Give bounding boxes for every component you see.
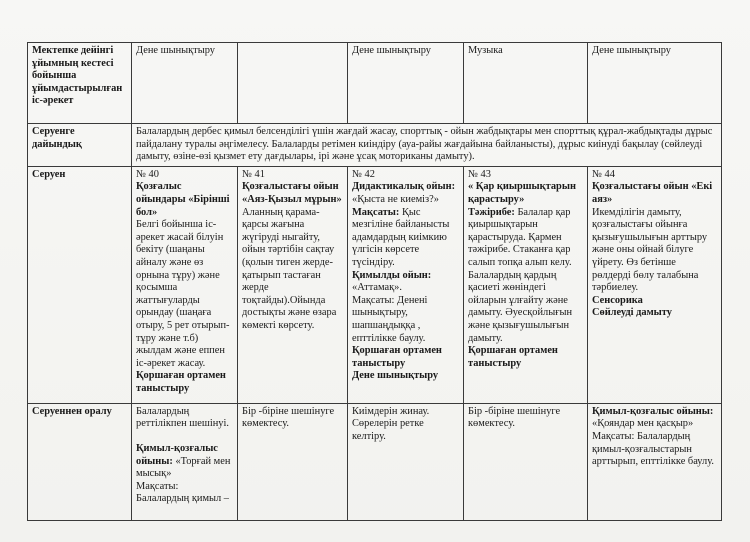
schedule-mon: Дене шынықтыру: [132, 43, 238, 124]
walk-wed-game-label: Қимылды ойын:: [352, 269, 432, 281]
prep-text: Балалардың дербес қимыл белсенділігі үшін жағдай жасау, спорттық - ойын жабдықтары мен спорттық құрал-жабдықтады дұрыс пайдалану туралы әңгімелесу. Балаларды ретімен киіндіру (ауа-райы жағдайына байланысты), дұрыс киінуді бақылау (сөйлеуді дамыту, өзіне-өзі қызмет ету дағдылары, ірі және ұсақ моториканы дамыту).: [132, 124, 722, 167]
return-mon-game: [136, 443, 233, 481]
walk-tue-title: Қозғалыстағы ойын «Аяз-Қызыл мұрын»: [242, 181, 342, 205]
walk-fri: [588, 166, 722, 403]
return-tue: Бір -біріне шешінуге көмектесу.: [238, 403, 348, 520]
schedule-wed: Дене шынықтыру: [348, 43, 464, 124]
schedule-row: [28, 43, 722, 124]
return-fri: [588, 403, 722, 520]
return-fri-game: «Қояндар мен қасқыр»: [592, 418, 694, 430]
walk-wed-goal-label: Мақсаты:: [352, 206, 400, 218]
return-mon: [132, 403, 238, 520]
walk-wed-title-rest: «Қыста не киеміз?»: [352, 193, 439, 205]
walk-thu-experiment: [468, 207, 583, 346]
walk-thu-footer: Қоршаған ортамен таныстыру: [468, 345, 558, 369]
walk-mon-number: № 40: [136, 168, 159, 180]
walk-wed-footer1: Қоршаған ортамен таныстыру: [352, 345, 442, 369]
walk-mon: [132, 166, 238, 403]
walk-tue-number: № 41: [242, 168, 265, 180]
return-fri-game-label: Қимыл-қозғалыс ойыны:: [592, 405, 714, 417]
walk-wed-goal-text: Қыс мезгіліне байланысты адамдардың киімкию үлгісін көрсете түсіндіру.: [352, 206, 450, 268]
return-mon-game-label: Қимыл-қозғалыс ойыны:: [136, 442, 218, 467]
walk-row: [28, 166, 722, 403]
walk-mon-body: Белгі бойынша іс-әрекет жасай білуін бекіту (шаңаны айналу және өз орнына тұру) және қосымша жаттығуларды орындау (шаңаға отыру, 5 рет отырып-тұру және т.б) жылдам және еппен іс-әрекет жасау.: [136, 219, 230, 369]
walk-thu-exp-label: Тәжірибе:: [468, 206, 515, 218]
walk-wed-footer2: Дене шынықтыру: [352, 370, 439, 382]
return-row: [28, 403, 722, 520]
walk-thu: [464, 166, 588, 403]
walk-wed-title: Дидактикалық ойын:: [352, 181, 456, 193]
prep-row-label: Серуенге дайындық: [28, 124, 132, 167]
return-mon-game-name: «Торғай мен мысық»: [136, 455, 231, 480]
walk-wed-game-goal: Мақсаты: Денені шынықтыру, шапшаңдыққа , епттілікке баулу.: [352, 294, 428, 344]
walk-fri-number: № 44: [592, 168, 615, 180]
walk-wed-game: «Аттамақ».: [352, 282, 402, 294]
walk-wed: [348, 166, 464, 403]
walk-fri-footer1: Сенсорика: [592, 294, 643, 306]
walk-fri-title: Қозғалыстағы ойын «Екі аяз»: [592, 181, 713, 205]
walk-row-label: Серуен: [28, 166, 132, 403]
walk-fri-footer2: Сөйлеуді дамыту: [592, 307, 672, 319]
return-mon-line1: Балалардың реттілікпен шешінуі.: [136, 405, 229, 430]
walk-thu-number: № 43: [468, 168, 491, 180]
schedule-fri: Дене шынықтыру: [588, 43, 722, 124]
return-fri-goal: Мақсаты: Балалардың қимыл-қозғалыстарын арттырып, епттілікке баулу.: [592, 430, 714, 468]
return-mon-goal: Мақсаты: Балалардың қимыл –: [136, 480, 229, 505]
spacer: [136, 431, 233, 443]
walk-wed-goal: [352, 207, 459, 270]
walk-tue-body: Аланның қарама-қарсы жағына жүгіруді ныгайту, ойын тәртібін сақтау (қолын тиген жерде-қатырып тастаған жерде тоқтайды).Ойында достықты және өзара көмекті көрсету.: [242, 206, 337, 331]
walk-fri-body: Икемділігін дамыту, қозғалыстағы ойынға қызығушылығын арттыру және оны ойнай білуге үйрету. Өз бетінше рөлдерді бөлу талабына тәрбиелеу.: [592, 206, 708, 294]
walk-wed-number: № 42: [352, 168, 375, 180]
schedule-tue: [238, 43, 348, 124]
return-thu: Бір -біріне шешінуге көмектесу.: [464, 403, 588, 520]
walk-tue: [238, 166, 348, 403]
walk-mon-footer: Қоршаған ортамен таныстыру: [136, 370, 226, 394]
daily-schedule-table: [27, 42, 722, 521]
walk-thu-exp-text: Балалар қар қиыршықтарын қарастыруда. Қармен тәжірибе. Стаканға қар салып топқа алып келу. Балалардың қардың қасиеті жөніндегі ойларын ұлғайту және дамыту. Әуесқойлығын және қызығушылығын дамыту.: [468, 206, 573, 344]
return-wed: Киімдерін жинау. Сөрелерін ретке келтіру.: [348, 403, 464, 520]
schedule-thu: Музыка: [464, 43, 588, 124]
schedule-row-label: Мектепке дейінгі ұйымның кестесі бойынша ұйымдастырылған іс-әрекет: [28, 43, 132, 124]
walk-thu-title: « Қар қиыршықтарын қарастыру»: [468, 181, 576, 205]
return-row-label: Серуеннен оралу: [28, 403, 132, 520]
prep-row: [28, 124, 722, 167]
walk-mon-title: Қозғалыс ойындары «Бірінші бол»: [136, 181, 230, 218]
